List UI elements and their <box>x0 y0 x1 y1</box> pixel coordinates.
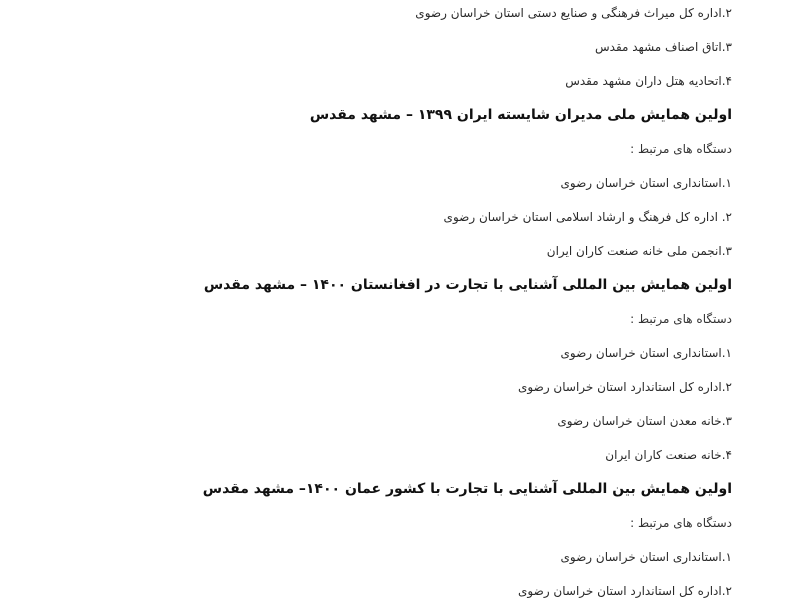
section-heading: اولین همایش بین المللی آشنایی با تجارت در افغانستان ۱۴۰۰ – مشهد مقدس <box>203 277 732 293</box>
list-item: ۴.خانه صنعت کاران ایران <box>605 448 732 462</box>
related-organizations-label: دستگاه های مرتبط : <box>630 516 732 530</box>
list-item: ۲.اداره کل استاندارد استان خراسان رضوی <box>518 380 732 394</box>
related-organizations-label: دستگاه های مرتبط : <box>630 312 732 326</box>
list-item: ۳.انجمن ملی خانه صنعت کاران ایران <box>546 244 732 258</box>
list-item: ۲.اداره کل استاندارد استان خراسان رضوی <box>518 584 732 598</box>
list-item: ۲.اداره کل میراث فرهنگی و صنایع دستی استان خراسان رضوی <box>415 6 732 20</box>
section-heading: اولین همایش ملی مدیران شایسته ایران ۱۳۹۹ – مشهد مقدس <box>309 107 732 123</box>
list-item: ۱.استانداری استان خراسان رضوی <box>560 176 732 190</box>
related-organizations-label: دستگاه های مرتبط : <box>630 142 732 156</box>
list-item: ۴.اتحادیه هتل داران مشهد مقدس <box>565 74 732 88</box>
section-heading: اولین همایش بین المللی آشنایی با تجارت با کشور عمان ۱۴۰۰– مشهد مقدس <box>202 481 732 497</box>
list-item: ۱.استانداری استان خراسان رضوی <box>560 550 732 564</box>
list-item: ۳.اتاق اصناف مشهد مقدس <box>595 40 732 54</box>
list-item: ۱.استانداری استان خراسان رضوی <box>560 346 732 360</box>
list-item: ۳.خانه معدن استان خراسان رضوی <box>557 414 732 428</box>
list-item: ۲. اداره کل فرهنگ و ارشاد اسلامی استان خراسان رضوی <box>443 210 732 224</box>
